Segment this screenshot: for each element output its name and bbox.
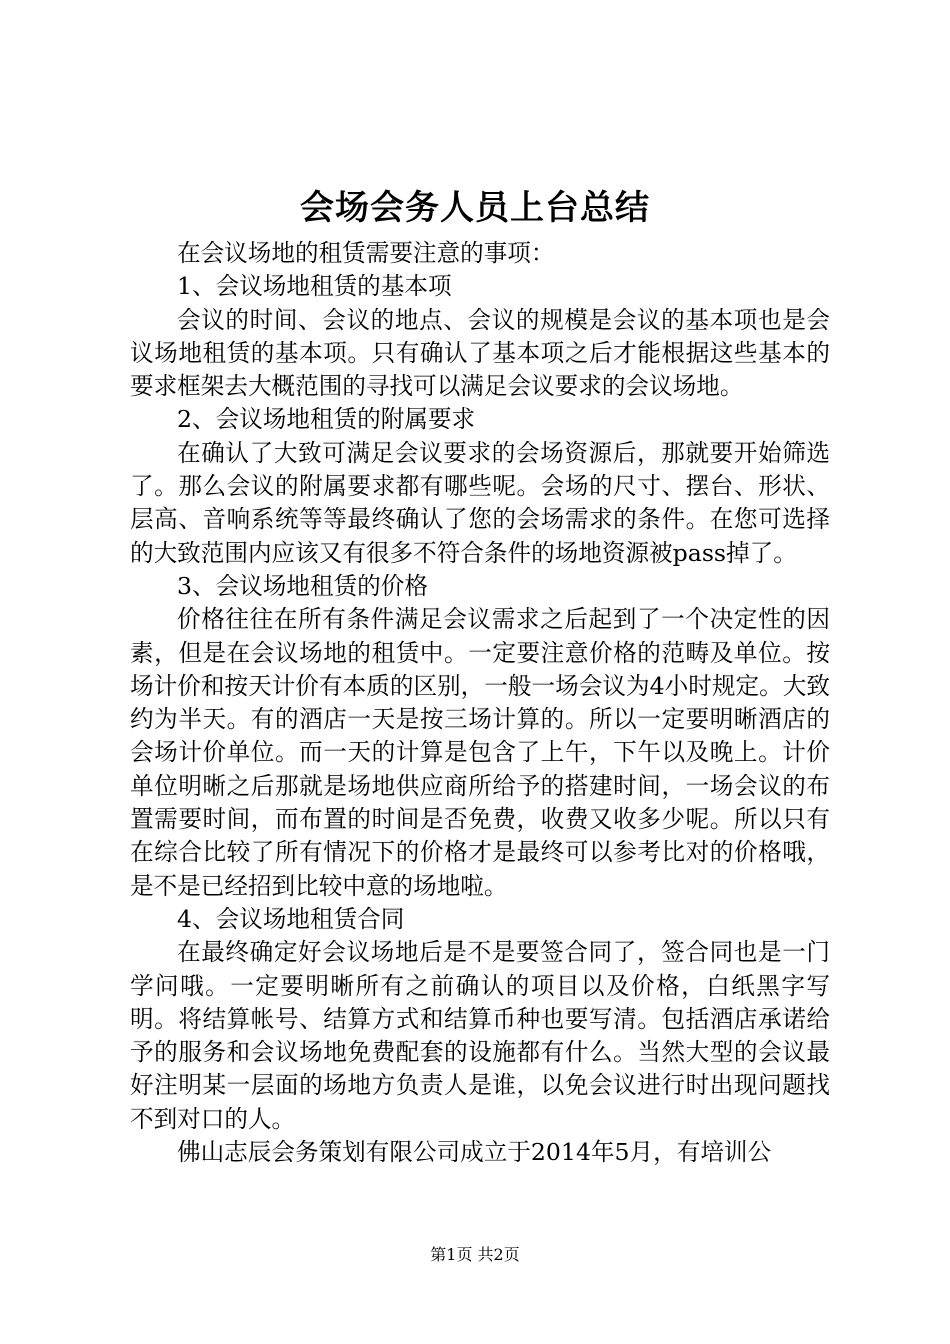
paragraph-price: 价格往往在所有条件满足会议需求之后起到了一个决定性的因素，但是在会议场地的租赁中。一定要注意价格的范畴及单位。按场计价和按天计价有本质的区别，一般一场会议为4小时规定。大致约为半天。有的酒店一天是按三场计算的。所以一定要明晰酒店的会场计价单位。而一天的计算是包含了上午，下午以及晚上。计价单位明晰之后那就是场地供应商所给予的搭建时间，一场会议的布置需要时间，而布置的时间是否免费，收费又收多少呢。所以只有在综合比较了所有情况下的价格才是最终可以参考比对的价格哦，是不是已经招到比较中意的场地啦。 — [130, 605, 830, 900]
paragraph-contract: 在最终确定好会议场地后是不是要签合同了，签合同也是一门学问哦。一定要明晰所有之前确认的项目以及价格，白纸黑字写明。将结算帐号、结算方式和结算币种也要写清。包括酒店承诺给予的服务和会议场地免费配套的设施都有什么。当然大型的会议最好注明某一层面的场地方负责人是谁，以免会议进行时出现问题找不到对口的人。 — [130, 938, 830, 1133]
paragraph-additional-requirements: 在确认了大致可满足会议要求的会场资源后，那就要开始筛选了。那么会议的附属要求都有哪些呢。会场的尺寸、摆台、形状、层高、音响系统等等最终确认了您的会场需求的条件。在您可选择的大致范围内应该又有很多不符合条件的场地资源被pass掉了。 — [130, 438, 830, 567]
document-body — [130, 237, 830, 1169]
page-number: 第1页 共2页 — [430, 1245, 520, 1264]
heading-additional-requirements: 2、会议场地租赁的附属要求 — [177, 405, 476, 434]
paragraph-basic-items: 会议的时间、会议的地点、会议的规模是会议的基本项也是会议场地租赁的基本项。只有确认了基本项之后才能根据这些基本的要求框架去大概范围的寻找可以满足会议要求的会议场地。 — [130, 305, 830, 401]
paragraph-intro: 在会议场地的租赁需要注意的事项： — [177, 239, 555, 267]
heading-price: 3、会议场地租赁的价格 — [177, 571, 428, 600]
heading-basic-items: 1、会议场地租赁的基本项 — [177, 272, 452, 301]
paragraph-company-intro: 佛山志辰会务策划有限公司成立于2014年5月，有培训公 — [177, 1138, 772, 1167]
document-title: 会场会务人员上台总结 — [300, 188, 650, 228]
heading-contract: 4、会议场地租赁合同 — [177, 904, 405, 933]
